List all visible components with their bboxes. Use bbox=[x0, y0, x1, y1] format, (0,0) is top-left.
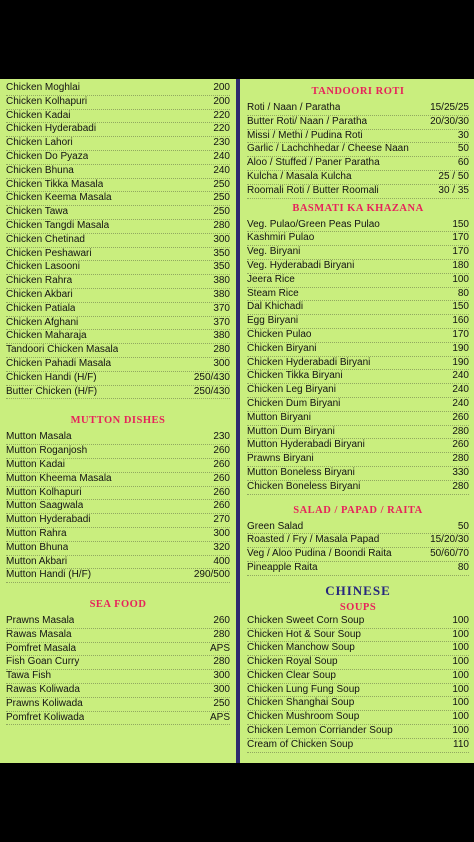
menu-item bbox=[247, 697, 469, 711]
menu-item-name: Veg. Biryani bbox=[247, 246, 301, 258]
menu-item-price: 100 bbox=[452, 642, 469, 654]
menu-item-price: 160 bbox=[452, 315, 469, 327]
menu-item-name: Mutton Handi (H/F) bbox=[6, 569, 92, 581]
menu-item-name: Cream of Chicken Soup bbox=[247, 738, 354, 750]
menu-item-name: Chicken Tikka Biryani bbox=[247, 370, 343, 382]
basmati-list bbox=[247, 219, 469, 495]
menu-item-price: 250 bbox=[213, 192, 230, 204]
menu-item-price: 150 bbox=[452, 218, 469, 230]
menu-item-price: 170 bbox=[452, 246, 469, 258]
soups-heading: SOUPS bbox=[339, 601, 377, 613]
seafood-list bbox=[6, 615, 230, 725]
menu-item bbox=[247, 453, 469, 467]
menu-item bbox=[247, 725, 469, 739]
menu-item-name: Prawns Biryani bbox=[247, 453, 314, 465]
menu-item-price: 300 bbox=[213, 684, 230, 696]
menu-item-price: APS bbox=[209, 642, 230, 654]
menu-item-price: 400 bbox=[213, 555, 230, 567]
menu-item bbox=[6, 528, 230, 542]
menu-item-name: Butter Chicken (H/F) bbox=[6, 385, 98, 397]
menu-item-price: 250 bbox=[213, 178, 230, 190]
menu-item-name: Mutton Boneless Biryani bbox=[247, 466, 355, 478]
menu-item bbox=[247, 548, 469, 562]
menu-item-name: Mutton Bhuna bbox=[6, 541, 69, 553]
menu-item bbox=[247, 357, 469, 371]
menu-item bbox=[6, 431, 230, 445]
menu-item bbox=[247, 656, 469, 670]
menu-item-name: Chicken Afghani bbox=[6, 316, 79, 328]
menu-item bbox=[6, 123, 230, 137]
menu-item bbox=[6, 289, 230, 303]
menu-item bbox=[247, 562, 469, 576]
menu-item-price: APS bbox=[209, 711, 230, 723]
menu-item-name: Missi / Methi / Pudina Roti bbox=[247, 129, 363, 141]
menu-item-name: Mutton Hyderabadi Biryani bbox=[247, 439, 365, 451]
menu-item-price: 250/430 bbox=[193, 371, 230, 383]
menu-item-name: Roasted / Fry / Masala Papad bbox=[247, 534, 380, 546]
column-divider bbox=[236, 79, 240, 763]
menu-item-price: 280 bbox=[452, 480, 469, 492]
menu-item-price: 200 bbox=[213, 95, 230, 107]
menu-item-name: Egg Biryani bbox=[247, 315, 299, 327]
menu-item-price: 300 bbox=[213, 527, 230, 539]
menu-item bbox=[247, 642, 469, 656]
menu-item-price: 50/60/70 bbox=[430, 548, 469, 560]
menu-item-name: Chicken Lahori bbox=[6, 137, 73, 149]
menu-item bbox=[6, 330, 230, 344]
menu-item-name: Steam Rice bbox=[247, 287, 299, 299]
menu-item bbox=[6, 629, 230, 643]
soups-list bbox=[247, 615, 469, 753]
menu-item-name: Mutton Akbari bbox=[6, 555, 68, 567]
tandoori-list bbox=[247, 102, 469, 199]
menu-item-price: 230 bbox=[213, 431, 230, 443]
menu-item-name: Garlic / Lachchhedar / Cheese Naan bbox=[247, 143, 409, 155]
menu-item bbox=[6, 459, 230, 473]
menu-item-price: 50 bbox=[457, 520, 469, 532]
menu-item-name: Chicken Tikka Masala bbox=[6, 178, 104, 190]
menu-item bbox=[6, 192, 230, 206]
menu-item-price: 280 bbox=[213, 628, 230, 640]
menu-item-name: Prawns Masala bbox=[6, 615, 75, 627]
menu-item bbox=[247, 143, 469, 157]
menu-item-name: Tandoori Chicken Masala bbox=[6, 344, 119, 356]
menu-item-price: 240 bbox=[213, 164, 230, 176]
menu-item bbox=[247, 130, 469, 144]
menu-item-name: Roomali Roti / Butter Roomali bbox=[247, 184, 379, 196]
menu-item-price: 170 bbox=[452, 328, 469, 340]
menu-item bbox=[6, 542, 230, 556]
menu-item bbox=[6, 303, 230, 317]
menu-item-name: Chicken Keema Masala bbox=[6, 192, 112, 204]
menu-item-name: Chicken Peshawari bbox=[6, 247, 92, 259]
menu-item-name: Chicken Tawa bbox=[6, 206, 69, 218]
menu-item bbox=[6, 151, 230, 165]
menu-item-name: Chicken Do Pyaza bbox=[6, 150, 89, 162]
menu-item-name: Roti / Naan / Paratha bbox=[247, 102, 341, 113]
menu-item-price: 240 bbox=[452, 370, 469, 382]
menu-item-price: 280 bbox=[213, 344, 230, 356]
menu-item bbox=[247, 274, 469, 288]
menu-item-name: Mutton Biryani bbox=[247, 411, 311, 423]
menu-item-price: 260 bbox=[452, 411, 469, 423]
menu-item-price: 100 bbox=[452, 656, 469, 668]
menu-item bbox=[6, 248, 230, 262]
menu-item-price: 30 / 35 bbox=[438, 184, 469, 196]
menu-item bbox=[247, 171, 469, 185]
menu-item bbox=[247, 116, 469, 130]
menu-item-price: 380 bbox=[213, 330, 230, 342]
menu-item-price: 260 bbox=[452, 439, 469, 451]
menu-item-name: Chicken Akbari bbox=[6, 288, 73, 300]
menu-item-name: Chicken Royal Soup bbox=[247, 656, 338, 668]
menu-item-name: Chicken Bhuna bbox=[6, 164, 74, 176]
menu-item-name: Mutton Dum Biryani bbox=[247, 425, 335, 437]
salad-heading: SALAD / PAPAD / RAITA bbox=[293, 504, 423, 516]
menu-item-price: 260 bbox=[213, 472, 230, 484]
menu-item-name: Chicken Kolhapuri bbox=[6, 95, 88, 107]
menu-item-price: 200 bbox=[213, 82, 230, 93]
menu-item-name: Mutton Hyderabadi bbox=[6, 514, 91, 526]
menu-item-price: 250 bbox=[213, 697, 230, 709]
menu-item-price: 80 bbox=[457, 287, 469, 299]
menu-item bbox=[6, 137, 230, 151]
menu-item bbox=[247, 426, 469, 440]
chicken-list bbox=[6, 82, 230, 399]
menu-item bbox=[247, 670, 469, 684]
menu-item-name: Green Salad bbox=[247, 520, 304, 532]
menu-item-price: 50 bbox=[457, 143, 469, 155]
menu-item-name: Mutton Roganjosh bbox=[6, 445, 88, 457]
menu-item-price: 190 bbox=[452, 356, 469, 368]
menu-item bbox=[6, 487, 230, 501]
menu-item-price: 100 bbox=[452, 669, 469, 681]
menu-item bbox=[6, 386, 230, 400]
menu-item-name: Chicken Maharaja bbox=[6, 330, 87, 342]
menu-item-price: 260 bbox=[213, 500, 230, 512]
menu-item bbox=[6, 500, 230, 514]
menu-item-name: Mutton Rahra bbox=[6, 527, 67, 539]
menu-item bbox=[6, 643, 230, 657]
menu-item-price: 280 bbox=[452, 425, 469, 437]
menu-item-name: Chicken Clear Soup bbox=[247, 669, 336, 681]
menu-item bbox=[247, 521, 469, 535]
menu-item-price: 30 bbox=[457, 129, 469, 141]
menu-item-price: 100 bbox=[452, 614, 469, 626]
menu-item bbox=[6, 445, 230, 459]
menu-item-name: Chicken Lung Fung Soup bbox=[247, 683, 360, 695]
menu-item-price: 220 bbox=[213, 109, 230, 121]
menu-item bbox=[6, 615, 230, 629]
menu-item-price: 330 bbox=[452, 466, 469, 478]
menu-item bbox=[247, 315, 469, 329]
menu-item-price: 270 bbox=[213, 514, 230, 526]
menu-item-name: Chicken Pulao bbox=[247, 328, 312, 340]
basmati-heading: BASMATI KA KHAZANA bbox=[292, 202, 424, 214]
menu-item bbox=[247, 370, 469, 384]
menu-item bbox=[247, 301, 469, 315]
menu-item-name: Jeera Rice bbox=[247, 273, 295, 285]
menu-item-price: 280 bbox=[452, 453, 469, 465]
menu-page bbox=[0, 79, 474, 763]
menu-item bbox=[247, 288, 469, 302]
menu-item-price: 100 bbox=[452, 273, 469, 285]
menu-item bbox=[247, 629, 469, 643]
menu-item-name: Tawa Fish bbox=[6, 670, 52, 682]
menu-item bbox=[247, 185, 469, 199]
menu-item bbox=[6, 220, 230, 234]
menu-item-price: 25 / 50 bbox=[438, 170, 469, 182]
menu-item-name: Chicken Rahra bbox=[6, 275, 73, 287]
menu-item-name: Chicken Hyderabadi Biryani bbox=[247, 356, 371, 368]
menu-item bbox=[6, 261, 230, 275]
menu-item bbox=[6, 206, 230, 220]
menu-item-name: Mutton Masala bbox=[6, 431, 72, 443]
menu-item-price: 100 bbox=[452, 711, 469, 723]
menu-item bbox=[247, 219, 469, 233]
menu-item bbox=[6, 556, 230, 570]
menu-item-name: Rawas Koliwada bbox=[6, 684, 80, 696]
menu-item-price: 380 bbox=[213, 288, 230, 300]
menu-item bbox=[6, 179, 230, 193]
menu-item-name: Mutton Kadai bbox=[6, 458, 65, 470]
menu-item-name: Chicken Pahadi Masala bbox=[6, 357, 112, 369]
menu-item-price: 250 bbox=[213, 206, 230, 218]
menu-item-name: Pineapple Raita bbox=[247, 561, 318, 573]
menu-item bbox=[247, 329, 469, 343]
menu-item bbox=[6, 96, 230, 110]
menu-item-name: Mutton Kolhapuri bbox=[6, 486, 82, 498]
menu-item bbox=[247, 246, 469, 260]
menu-item-name: Fish Goan Curry bbox=[6, 656, 80, 668]
menu-item-name: Dal Khichadi bbox=[247, 301, 304, 313]
menu-item-price: 370 bbox=[213, 302, 230, 314]
menu-item-name: Mutton Saagwala bbox=[6, 500, 84, 512]
left-column bbox=[6, 82, 230, 725]
menu-item-price: 300 bbox=[213, 357, 230, 369]
menu-item-price: 370 bbox=[213, 316, 230, 328]
mutton-dishes-heading: MUTTON DISHES bbox=[70, 415, 166, 427]
menu-item-price: 100 bbox=[452, 683, 469, 695]
menu-item bbox=[247, 615, 469, 629]
menu-item-name: Chicken Dum Biryani bbox=[247, 397, 341, 409]
menu-item-name: Pomfret Koliwada bbox=[6, 711, 85, 723]
menu-item-price: 220 bbox=[213, 123, 230, 135]
menu-item-price: 260 bbox=[213, 486, 230, 498]
menu-item-name: Veg. Pulao/Green Peas Pulao bbox=[247, 218, 380, 230]
menu-item-name: Chicken Kadai bbox=[6, 109, 71, 121]
menu-item-price: 240 bbox=[452, 384, 469, 396]
menu-item bbox=[6, 656, 230, 670]
menu-item bbox=[6, 712, 230, 726]
menu-item bbox=[6, 165, 230, 179]
menu-item-price: 190 bbox=[452, 342, 469, 354]
menu-item bbox=[6, 372, 230, 386]
menu-item-price: 180 bbox=[452, 259, 469, 271]
tandoori-roti-heading: TANDOORI ROTI bbox=[311, 86, 405, 97]
menu-item-name: Mutton Kheema Masala bbox=[6, 472, 112, 484]
menu-item-price: 80 bbox=[457, 561, 469, 573]
menu-item bbox=[6, 569, 230, 583]
menu-item bbox=[6, 698, 230, 712]
menu-item bbox=[247, 684, 469, 698]
menu-item bbox=[247, 102, 469, 116]
menu-item-price: 100 bbox=[452, 697, 469, 709]
menu-item-name: Veg. Hyderabadi Biryani bbox=[247, 259, 355, 271]
menu-item-name: Kashmiri Pulao bbox=[247, 232, 315, 244]
menu-item bbox=[247, 481, 469, 495]
menu-item bbox=[247, 260, 469, 274]
menu-item-price: 280 bbox=[213, 656, 230, 668]
menu-item-name: Chicken Hyderabadi bbox=[6, 123, 97, 135]
menu-item-price: 260 bbox=[213, 615, 230, 627]
chinese-heading: CHINESE bbox=[325, 582, 391, 598]
menu-item-price: 15/25/25 bbox=[430, 102, 469, 113]
menu-item bbox=[247, 343, 469, 357]
menu-item bbox=[6, 82, 230, 96]
menu-item-price: 100 bbox=[452, 725, 469, 737]
menu-item-price: 350 bbox=[213, 247, 230, 259]
menu-item-price: 240 bbox=[213, 150, 230, 162]
menu-item-name: Chicken Leg Biryani bbox=[247, 384, 336, 396]
menu-item-name: Rawas Masala bbox=[6, 628, 72, 640]
menu-item bbox=[247, 739, 469, 753]
menu-item bbox=[247, 412, 469, 426]
menu-item-name: Chicken Tangdi Masala bbox=[6, 219, 110, 231]
menu-item-name: Chicken Mushroom Soup bbox=[247, 711, 360, 723]
menu-item-price: 240 bbox=[452, 397, 469, 409]
menu-item-price: 20/30/30 bbox=[430, 115, 469, 127]
menu-item-name: Chicken Moghlai bbox=[6, 82, 80, 93]
menu-item-name: Chicken Patiala bbox=[6, 302, 76, 314]
menu-item-price: 250/430 bbox=[193, 385, 230, 397]
menu-item-price: 300 bbox=[213, 670, 230, 682]
menu-item-name: Prawns Koliwada bbox=[6, 697, 83, 709]
menu-item bbox=[247, 157, 469, 171]
menu-item-price: 320 bbox=[213, 541, 230, 553]
menu-item-name: Chicken Boneless Biryani bbox=[247, 480, 361, 492]
mutton-list bbox=[6, 431, 230, 583]
sea-food-heading: SEA FOOD bbox=[89, 599, 147, 611]
right-column bbox=[247, 82, 469, 753]
menu-item bbox=[6, 344, 230, 358]
menu-item-price: 170 bbox=[452, 232, 469, 244]
menu-item-name: Kulcha / Masala Kulcha bbox=[247, 170, 352, 182]
menu-item bbox=[247, 711, 469, 725]
menu-item-name: Chicken Biryani bbox=[247, 342, 317, 354]
menu-item-name: Chicken Chetinad bbox=[6, 233, 85, 245]
menu-item bbox=[247, 439, 469, 453]
menu-item bbox=[247, 398, 469, 412]
menu-item bbox=[6, 473, 230, 487]
menu-item bbox=[247, 384, 469, 398]
menu-item bbox=[6, 317, 230, 331]
menu-item-price: 100 bbox=[452, 628, 469, 640]
menu-item-name: Veg / Aloo Pudina / Boondi Raita bbox=[247, 548, 392, 560]
menu-item bbox=[6, 684, 230, 698]
menu-item bbox=[6, 110, 230, 124]
menu-item bbox=[6, 670, 230, 684]
menu-item bbox=[6, 514, 230, 528]
menu-item-name: Chicken Sweet Corn Soup bbox=[247, 614, 365, 626]
menu-item bbox=[247, 232, 469, 246]
menu-item-price: 230 bbox=[213, 137, 230, 149]
menu-item bbox=[247, 534, 469, 548]
menu-item bbox=[6, 358, 230, 372]
menu-item-name: Chicken Lasooni bbox=[6, 261, 80, 273]
menu-item-price: 290/500 bbox=[193, 569, 230, 581]
menu-item-price: 380 bbox=[213, 275, 230, 287]
menu-item bbox=[6, 275, 230, 289]
menu-item-name: Chicken Lemon Corriander Soup bbox=[247, 725, 393, 737]
menu-item-price: 300 bbox=[213, 233, 230, 245]
salad-list bbox=[247, 521, 469, 576]
menu-item-name: Chicken Manchow Soup bbox=[247, 642, 355, 654]
menu-item-price: 260 bbox=[213, 458, 230, 470]
menu-item-name: Butter Roti/ Naan / Paratha bbox=[247, 115, 368, 127]
menu-item-name: Chicken Shanghai Soup bbox=[247, 697, 355, 709]
menu-item bbox=[6, 234, 230, 248]
menu-item-name: Chicken Handi (H/F) bbox=[6, 371, 97, 383]
menu-item-price: 60 bbox=[457, 157, 469, 169]
menu-item bbox=[247, 467, 469, 481]
menu-item-name: Aloo / Stuffed / Paner Paratha bbox=[247, 157, 380, 169]
menu-item-price: 150 bbox=[452, 301, 469, 313]
menu-item-price: 260 bbox=[213, 445, 230, 457]
menu-item-name: Chicken Hot & Sour Soup bbox=[247, 628, 361, 640]
menu-item-name: Pomfret Masala bbox=[6, 642, 77, 654]
menu-item-price: 110 bbox=[453, 738, 469, 750]
menu-item-price: 280 bbox=[213, 219, 230, 231]
menu-item-price: 15/20/30 bbox=[430, 534, 469, 546]
menu-item-price: 350 bbox=[213, 261, 230, 273]
